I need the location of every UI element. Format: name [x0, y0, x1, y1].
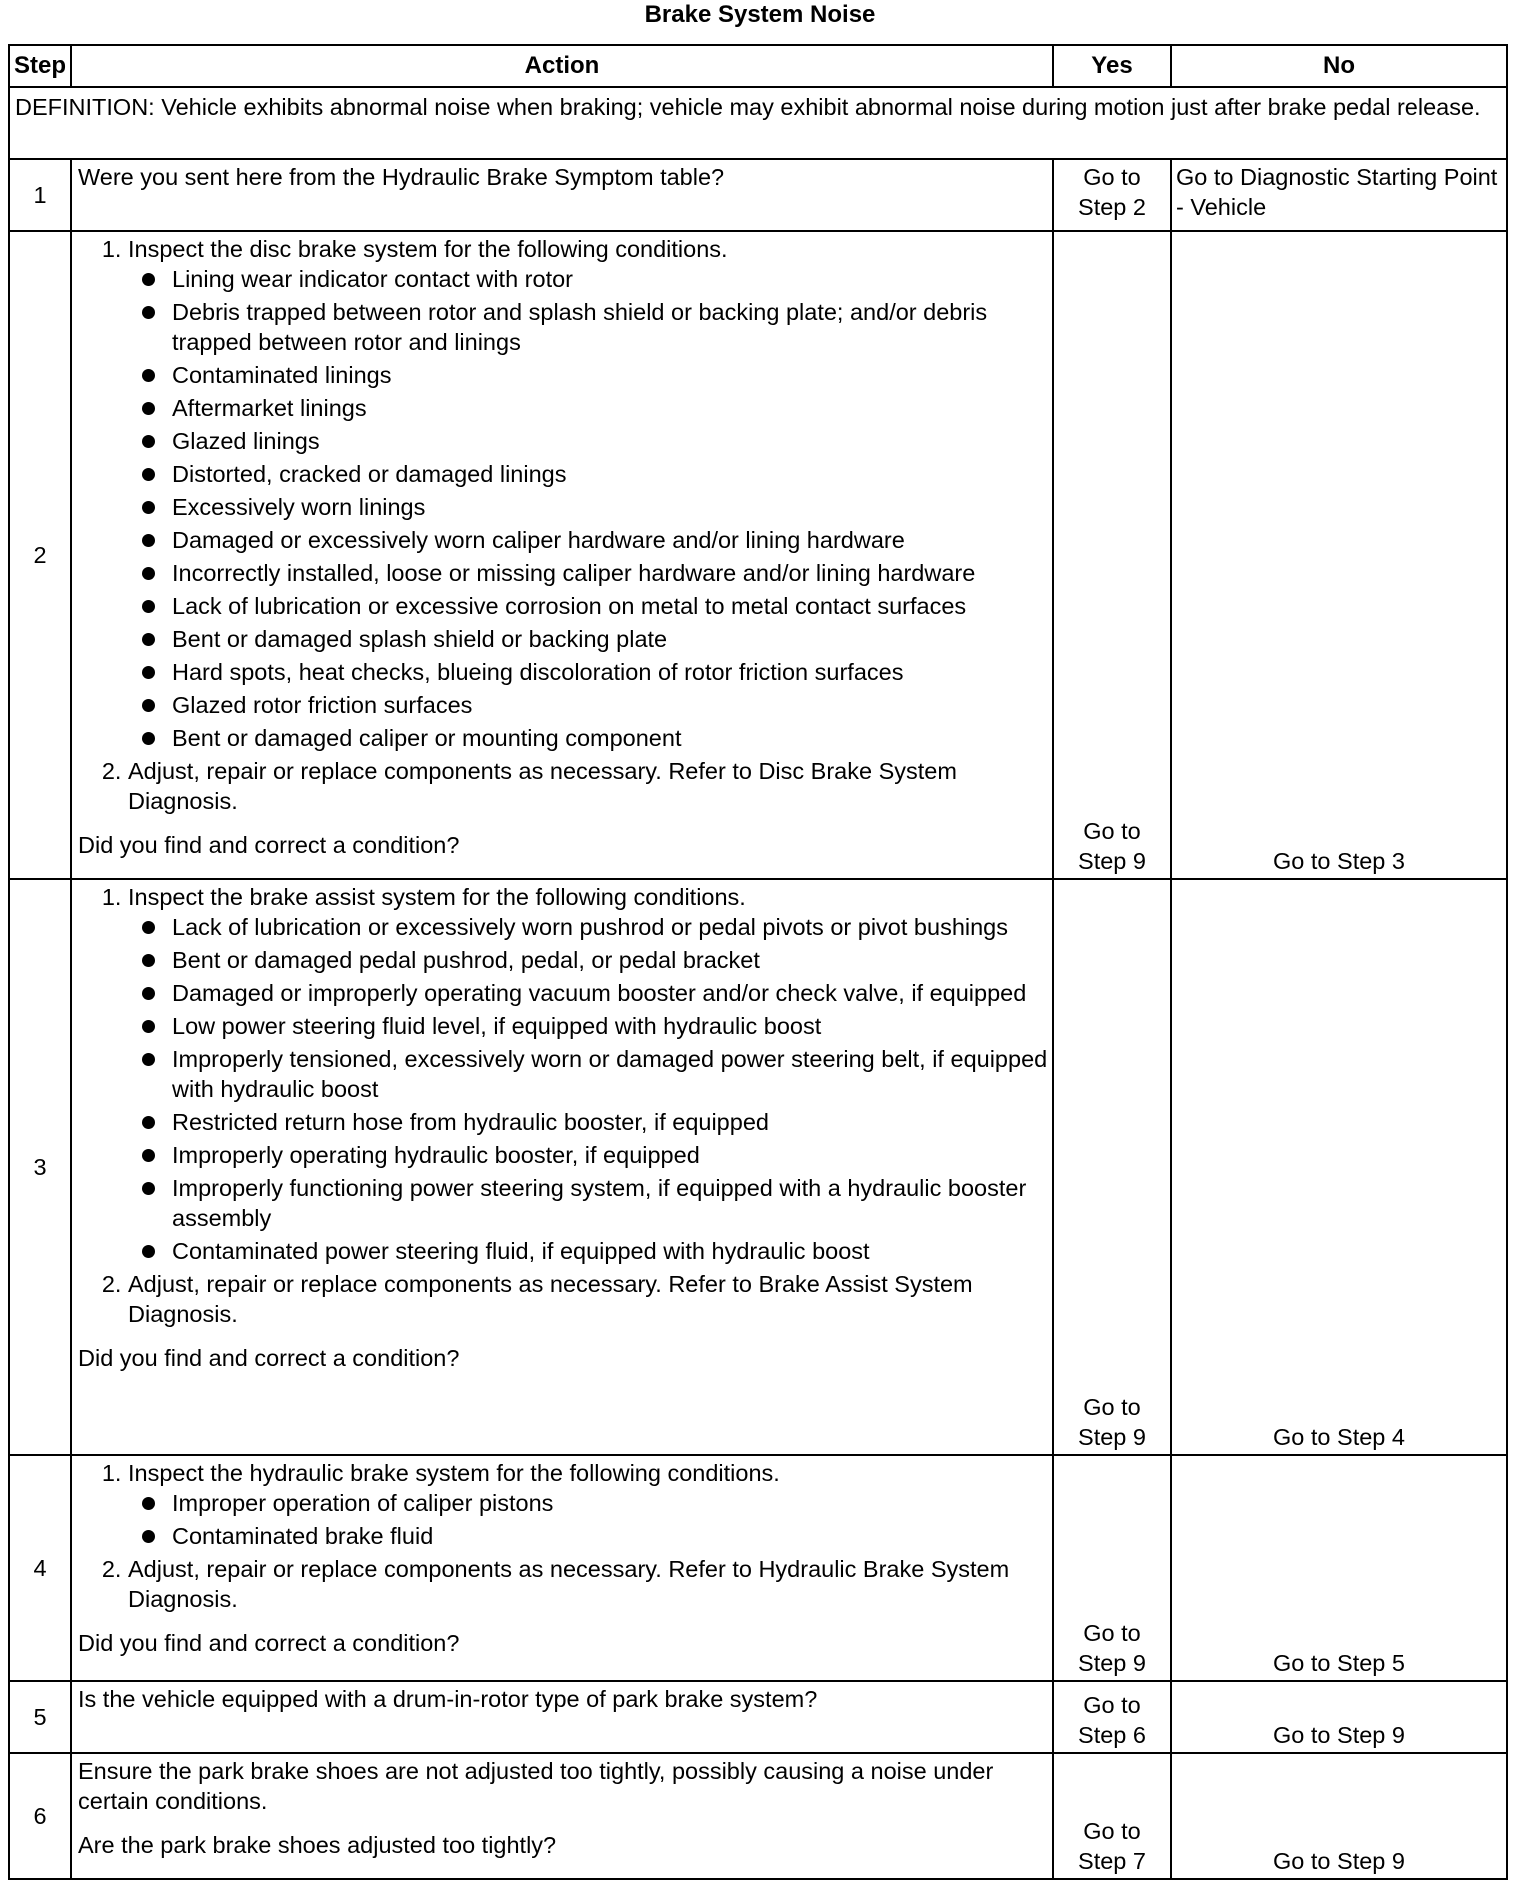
table-row	[9, 1753, 1507, 1879]
action-cell	[71, 879, 1053, 1455]
action-cell	[71, 1681, 1053, 1753]
list-item: Lack of lubrication or excessive corrosion on metal to metal contact surfaces	[172, 591, 1048, 621]
no-cell: Go to Step 9	[1171, 1753, 1507, 1879]
document-title: Brake System Noise	[644, 1, 876, 28]
action-step-text: Inspect the brake assist system for the following conditions.	[128, 884, 746, 910]
list-item: Excessively worn linings	[172, 492, 1048, 522]
header-step: Step	[9, 45, 71, 87]
table-header-row	[9, 45, 1507, 87]
list-item: Distorted, cracked or damaged linings	[172, 459, 1048, 489]
step-number: 2	[9, 231, 71, 879]
question-text: Did you find and correct a condition?	[78, 832, 460, 858]
list-item: Low power steering fluid level, if equipped with hydraulic boost	[172, 1011, 1048, 1041]
action-cell	[71, 1753, 1053, 1879]
step-number: 5	[9, 1681, 71, 1753]
bullet-icon	[142, 1116, 155, 1129]
list-item: Contaminated brake fluid	[172, 1521, 1048, 1551]
bullet-icon	[142, 1149, 155, 1162]
bullet-icon	[142, 666, 155, 679]
list-item: Damaged or excessively worn caliper hardware and/or lining hardware	[172, 525, 1048, 555]
list-item: Improperly tensioned, excessively worn or damaged power steering belt, if equipped with hydraulic boost	[172, 1044, 1048, 1104]
bullet-icon	[142, 1053, 155, 1066]
question-text: Are the park brake shoes adjusted too tightly?	[78, 1832, 557, 1858]
condition-list	[128, 1488, 1048, 1551]
step-number: 3	[9, 879, 71, 1455]
condition-list	[128, 912, 1048, 1266]
action-step-text: Adjust, repair or replace components as necessary. Refer to Hydraulic Brake System Diagnosis.	[128, 1556, 1010, 1612]
bullet-icon	[142, 306, 155, 319]
bullet-icon	[142, 1020, 155, 1033]
no-cell: Go to Diagnostic Starting Point - Vehicle	[1171, 159, 1507, 231]
definition-row	[9, 87, 1507, 159]
list-item: Contaminated linings	[172, 360, 1048, 390]
list-item: Improperly functioning power steering system, if equipped with a hydraulic booster assembly	[172, 1173, 1048, 1233]
step-number: 6	[9, 1753, 71, 1879]
bullet-icon	[142, 567, 155, 580]
bullet-icon	[142, 1245, 155, 1258]
list-item	[128, 882, 1048, 1266]
list-item	[128, 234, 1048, 753]
header-no: No	[1171, 45, 1507, 87]
action-step-text: Inspect the disc brake system for the following conditions.	[128, 236, 728, 262]
bullet-icon	[142, 273, 155, 286]
table-row	[9, 879, 1507, 1455]
bullet-icon	[142, 534, 155, 547]
diagnostic-table	[8, 44, 1508, 1880]
bullet-icon	[142, 699, 155, 712]
question-text: Did you find and correct a condition?	[78, 1345, 460, 1371]
action-step-text: Inspect the hydraulic brake system for the following conditions.	[128, 1460, 780, 1486]
bullet-icon	[142, 732, 155, 745]
table-row	[9, 1455, 1507, 1681]
bullet-icon	[142, 954, 155, 967]
header-action: Action	[71, 45, 1053, 87]
no-cell: Go to Step 4	[1171, 879, 1507, 1455]
bullet-icon	[142, 468, 155, 481]
no-cell: Go to Step 3	[1171, 231, 1507, 879]
bullet-icon	[142, 1497, 155, 1510]
action-cell	[71, 159, 1053, 231]
bullet-icon	[142, 369, 155, 382]
list-item	[128, 1458, 1048, 1551]
bullet-icon	[142, 1182, 155, 1195]
list-item	[128, 1554, 1048, 1614]
table-row	[9, 1681, 1507, 1753]
bullet-icon	[142, 501, 155, 514]
list-item: Bent or damaged pedal pushrod, pedal, or pedal bracket	[172, 945, 1048, 975]
list-item: Glazed rotor friction surfaces	[172, 690, 1048, 720]
table-row	[9, 231, 1507, 879]
action-list	[78, 882, 1048, 1329]
bullet-icon	[142, 1530, 155, 1543]
action-list	[78, 234, 1048, 816]
action-step-text: Adjust, repair or replace components as necessary. Refer to Brake Assist System Diagnosis.	[128, 1271, 973, 1327]
bullet-icon	[142, 435, 155, 448]
yes-cell: Go to Step 7	[1053, 1753, 1171, 1879]
definition-text: DEFINITION: Vehicle exhibits abnormal noise when braking; vehicle may exhibit abnormal noise during motion just after brake pedal release.	[9, 87, 1507, 159]
action-list	[78, 1458, 1048, 1614]
no-cell: Go to Step 9	[1171, 1681, 1507, 1753]
action-text: Were you sent here from the Hydraulic Brake Symptom table?	[78, 164, 725, 190]
list-item: Lack of lubrication or excessively worn pushrod or pedal pivots or pivot bushings	[172, 912, 1048, 942]
list-item: Improper operation of caliper pistons	[172, 1488, 1048, 1518]
list-item: Restricted return hose from hydraulic booster, if equipped	[172, 1107, 1048, 1137]
bullet-icon	[142, 921, 155, 934]
yes-cell: Go to Step 6	[1053, 1681, 1171, 1753]
action-step-text: Adjust, repair or replace components as necessary. Refer to Disc Brake System Diagnosis.	[128, 758, 957, 814]
table-row	[9, 159, 1507, 231]
bullet-icon	[142, 600, 155, 613]
yes-cell: Go to Step 2	[1053, 159, 1171, 231]
action-cell	[71, 231, 1053, 879]
step-number: 4	[9, 1455, 71, 1681]
list-item: Glazed linings	[172, 426, 1048, 456]
list-item: Hard spots, heat checks, blueing discoloration of rotor friction surfaces	[172, 657, 1048, 687]
action-text: Is the vehicle equipped with a drum-in-rotor type of park brake system?	[78, 1686, 818, 1712]
yes-cell: Go to Step 9	[1053, 879, 1171, 1455]
list-item: Lining wear indicator contact with rotor	[172, 264, 1048, 294]
list-item: Aftermarket linings	[172, 393, 1048, 423]
bullet-icon	[142, 633, 155, 646]
list-item: Bent or damaged splash shield or backing plate	[172, 624, 1048, 654]
step-number: 1	[9, 159, 71, 231]
action-text: Ensure the park brake shoes are not adjusted too tightly, possibly causing a noise under certain conditions.	[78, 1758, 994, 1814]
list-item	[128, 1269, 1048, 1329]
header-yes: Yes	[1053, 45, 1171, 87]
no-cell: Go to Step 5	[1171, 1455, 1507, 1681]
bullet-icon	[142, 987, 155, 1000]
action-cell	[71, 1455, 1053, 1681]
bullet-icon	[142, 402, 155, 415]
yes-cell: Go to Step 9	[1053, 231, 1171, 879]
list-item: Incorrectly installed, loose or missing caliper hardware and/or lining hardware	[172, 558, 1048, 588]
list-item: Improperly operating hydraulic booster, if equipped	[172, 1140, 1048, 1170]
list-item: Contaminated power steering fluid, if equipped with hydraulic boost	[172, 1236, 1048, 1266]
list-item	[128, 756, 1048, 816]
yes-cell: Go to Step 9	[1053, 1455, 1171, 1681]
list-item: Bent or damaged caliper or mounting component	[172, 723, 1048, 753]
condition-list	[128, 264, 1048, 753]
list-item: Debris trapped between rotor and splash shield or backing plate; and/or debris trapped between rotor and linings	[172, 297, 1048, 357]
question-text: Did you find and correct a condition?	[78, 1630, 460, 1656]
list-item: Damaged or improperly operating vacuum booster and/or check valve, if equipped	[172, 978, 1048, 1008]
